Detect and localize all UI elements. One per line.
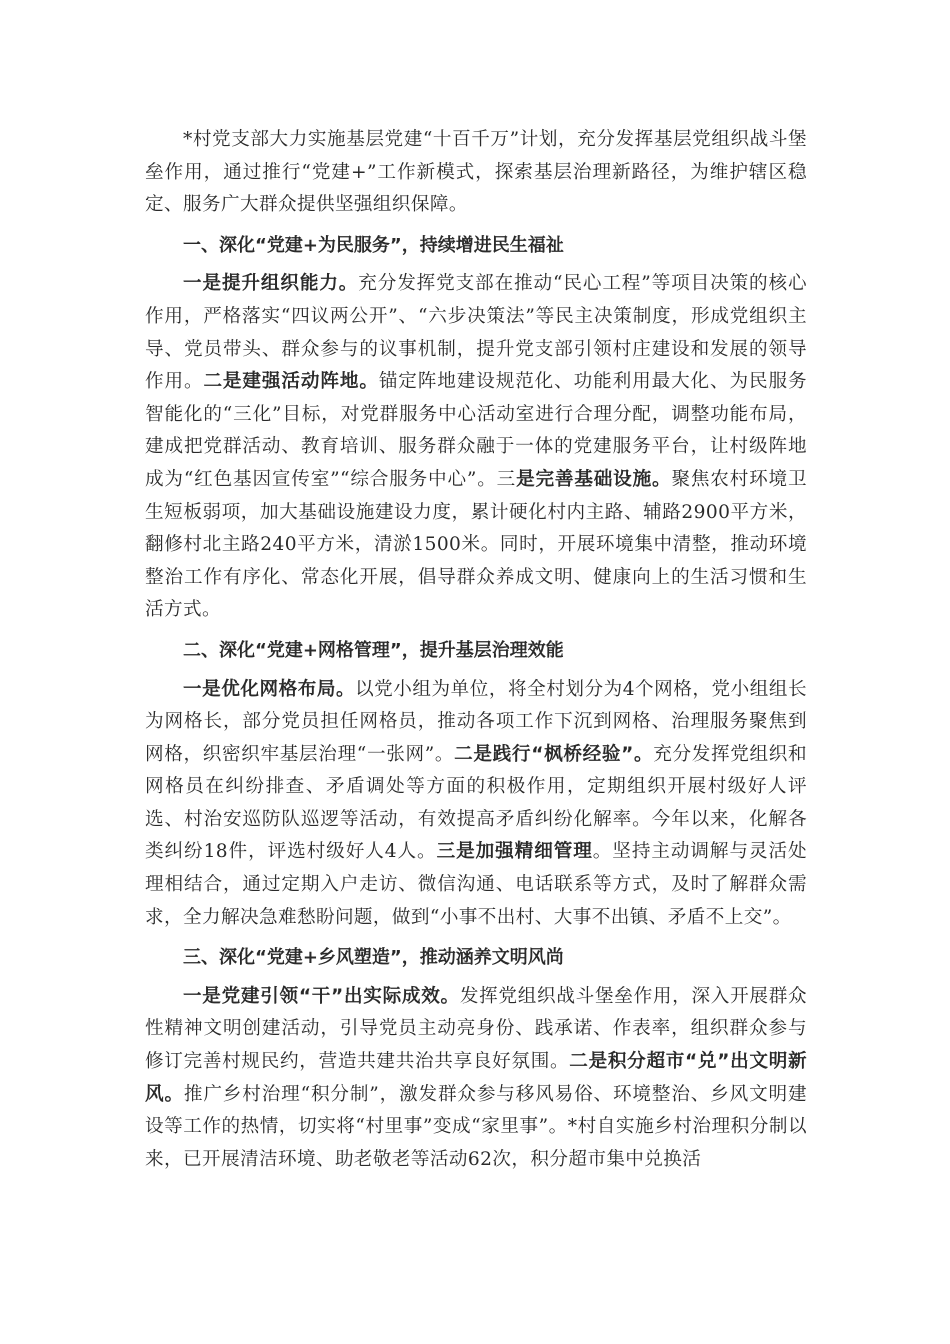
bold-lead-text: 是完善基础设施。 xyxy=(516,468,672,490)
paragraph-text: 充分发挥党支部在推动“民心工程”等项目决策的核心作用，严格落实“四议两公开”、“六步决策法”等民主决策制度，形成党组织主导、党员带头、群众参与的议事机制，提升党支部引领村庄建设和发展的领导作用。 xyxy=(145,273,807,393)
bold-lead-text: 三、深化“党建+乡风塑造”，推动涵养文明风尚 xyxy=(183,947,564,969)
bold-lead-text: 一、深化“党建+为民服务”，持续增进民生福祉 xyxy=(183,234,564,256)
bold-lead-text: 二是践行“枫桥经验”。 xyxy=(454,743,654,765)
bold-lead-text: 三是加强精细管理 xyxy=(436,841,593,863)
body-paragraph xyxy=(145,981,807,1177)
bold-lead-text: 二、深化“党建+网格管理”，提升基层治理效能 xyxy=(183,639,564,661)
section-heading xyxy=(145,942,807,975)
body-paragraph xyxy=(145,268,807,627)
bold-lead-text: 二是积分超市“兑”出文明新风。 xyxy=(145,1051,807,1105)
body-paragraph xyxy=(145,674,807,935)
paragraph-text: *村党支部大力实施基层党建“十百千万”计划，充分发挥基层党组织战斗堡垒作用，通过推行“党建+”工作新模式，探索基层治理新路径，为维护辖区稳定、服务广大群众提供坚强组织保障。 xyxy=(145,129,807,216)
paragraph-text: 充分发挥党组织和网格员在纠纷排查、矛盾调处等方面的积极作用，定期组织开展村级好人评选、村治安巡防队巡逻等活动，有效提高矛盾纠纷化解率。今年以来，化解各类纠纷18件，评选村级好人4人。 xyxy=(145,743,808,863)
body-paragraph xyxy=(145,124,807,222)
paragraph-text: 锚定阵地建设规范化、功能利用最大化、为民服务智能化的“三化”目标，对党群服务中心活动室进行合理分配，调整功能布局，建成把党群活动、教育培训、服务群众融于一体的党建服务平台，让村级阵地成为“红色基因宣传室”“综合服务中心”。三 xyxy=(145,371,807,490)
bold-lead-text: 一是党建引领“干”出实际成效。 xyxy=(183,985,460,1007)
paragraph-text: 。坚持主动调解与灵活处理相结合，通过定期入户走访、微信沟通、电话联系等方式，及时了解群众需求，全力解决急难愁盼问题，做到“小事不出村、大事不出镇、矛盾不上交”。 xyxy=(145,841,808,928)
paragraph-text: 以党小组为单位，将全村划分为4个网格，党小组组长为网格长，部分党员担任网格员，推动各项工作下沉到网格、治理服务聚焦到网格，织密织牢基层治理“一张网”。 xyxy=(145,678,807,765)
paragraph-text: 聚焦农村环境卫生短板弱项，加大基础设施建设力度，累计硬化村内主路、辅路2900平方米，翻修村北主路240平方米，清淤1500米。同时，开展环境集中清整，推动环境整治工作有序化、常态化开展，倡导群众养成文明、健康向上的生活习惯和生活方式。 xyxy=(145,468,807,621)
bold-lead-text: 二是建强活动阵地。 xyxy=(203,371,379,393)
bold-lead-text: 一是优化网格布局。 xyxy=(183,678,356,700)
paragraph-text: 发挥党组织战斗堡垒作用，深入开展群众性精神文明创建活动，引导党员主动亮身份、践承诺、作表率，组织群众参与修订完善村规民约，营造共建共治共享良好氛围。 xyxy=(145,985,807,1073)
paragraph-text: 推广乡村治理“积分制”，激发群众参与移风易俗、环境整治、乡风文明建设等工作的热情，切实将“村里事”变成“家里事”。*村自实施乡村治理积分制以来，已开展清洁环境、助老敬老等活动62次，积分超市集中兑换活 xyxy=(145,1083,807,1170)
section-heading xyxy=(145,635,807,668)
bold-lead-text: 一是提升组织能力。 xyxy=(183,273,359,295)
section-heading xyxy=(145,230,807,263)
document-page xyxy=(145,124,807,1176)
